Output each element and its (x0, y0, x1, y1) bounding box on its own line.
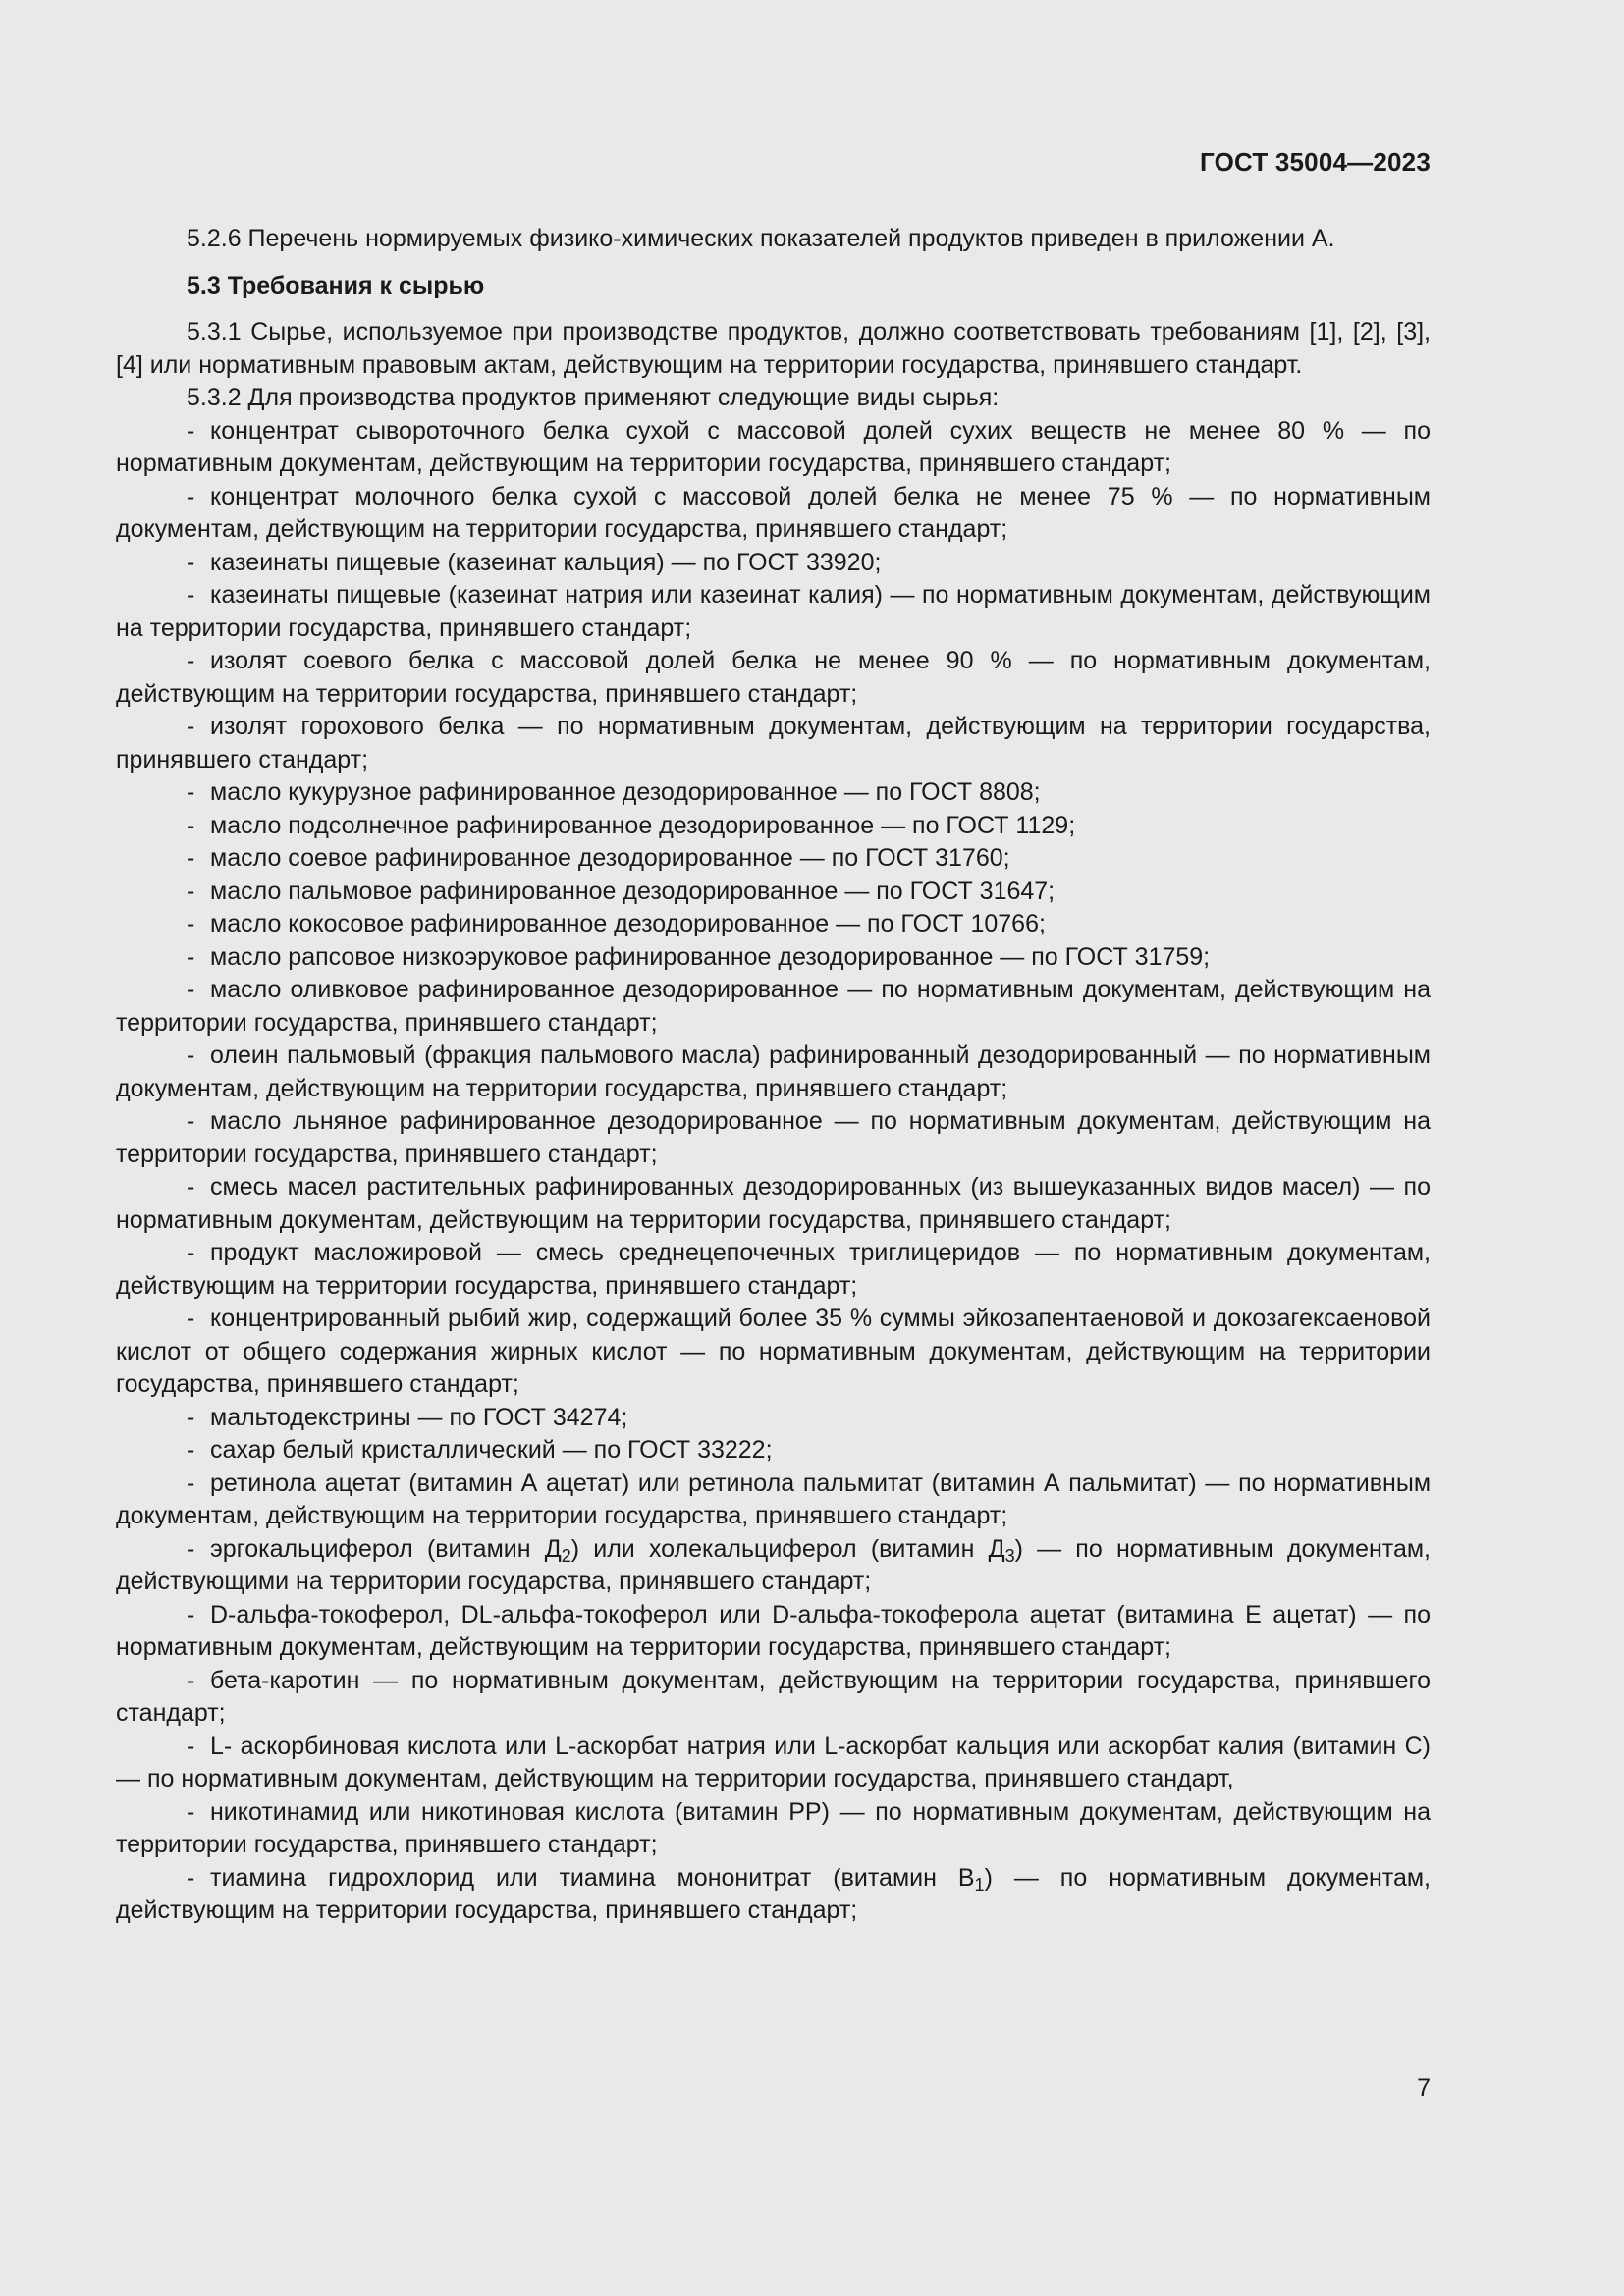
list-item-text: никотинамид или никотиновая кислота (витамин РР) — по нормативным документам, действующим на территории государства, принявшего стандарт; (116, 1797, 1431, 1858)
list-item-text: олеин пальмовый (фракция пальмового масла) рафинированный дезодорированный — по нормативным документам, действующим на территории государства, принявшего стандарт; (116, 1041, 1431, 1102)
bullet-dash: - (187, 1403, 195, 1431)
bullet-dash: - (187, 581, 195, 609)
list-item (116, 810, 1431, 843)
list-item-text: масло рапсовое низкоэруковое рафинированное дезодорированное — по ГОСТ 31759; (210, 942, 1211, 971)
list-item (116, 481, 1431, 547)
bullet-dash: - (187, 1863, 195, 1892)
list-item (116, 1796, 1431, 1862)
paragraph-5-2-6: 5.2.6 Перечень нормируемых физико-химических показателей продуктов приведен в приложении А. (187, 225, 1335, 252)
list-item-text: масло пальмовое рафинированное дезодорированное — по ГОСТ 31647; (210, 877, 1056, 905)
list-item-text: масло оливковое рафинированное дезодорированное — по нормативным документам, действующим на территории государства, принявшего стандарт; (116, 976, 1431, 1037)
list-item-text: изолят соевого белка с массовой долей белка не менее 90 % — по нормативным документам, действующим на территории государства, принявшего стандарт; (116, 647, 1431, 708)
bullet-dash: - (187, 1732, 195, 1760)
list-item-text: масло кокосовое рафинированное дезодорированное — по ГОСТ 10766; (210, 910, 1046, 937)
list-item (116, 645, 1431, 711)
list-item (116, 876, 1431, 909)
list-item (116, 1599, 1431, 1665)
list-item (116, 547, 1431, 580)
list-item (116, 579, 1431, 645)
list-item-text: масло подсолнечное рафинированное дезодорированное — по ГОСТ 1129; (210, 811, 1076, 839)
list-item (116, 1171, 1431, 1237)
list-item-vitamin-d (116, 1533, 1431, 1599)
list-item (116, 941, 1431, 975)
list-item-text: концентрат сывороточного белка сухой с массовой долей сухих веществ не менее 80 % — по нормативным документам, действующим на территории государства, принявшего стандарт; (116, 416, 1431, 477)
list-item-text: продукт масложировой — смесь среднецепочечных триглицеридов — по нормативным документам, действующим на территории государства, принявшего стандарт; (116, 1239, 1431, 1300)
list-item-text: масло льняное рафинированное дезодорированное — по нормативным документам, действующим на территории государства, принявшего стандарт; (116, 1107, 1431, 1168)
list-item (116, 842, 1431, 876)
list-item (116, 1434, 1431, 1468)
list-item-text-part: эргокальциферол (витамин Д (210, 1534, 562, 1563)
bullet-dash: - (187, 647, 195, 674)
list-item-text: казеинаты пищевые (казеинат натрия или казеинат калия) — по нормативным документам, действующим на территории государства, принявшего стандарт; (116, 581, 1431, 642)
list-item (116, 415, 1431, 481)
list-item (116, 776, 1431, 810)
page-number: 7 (1417, 2074, 1431, 2102)
list-item-text: D-альфа-токоферол, DL-альфа-токоферол или D-альфа-токоферола ацетат (витамина Е ацетат) — по нормативным документам, действующим на территории государства, принявшего стандарт; (116, 1600, 1431, 1661)
list-item (116, 1237, 1431, 1303)
bullet-dash: - (187, 877, 195, 905)
bullet-dash: - (187, 910, 195, 937)
list-item (116, 1040, 1431, 1105)
list-item-text-part: ) — по нормативным документам, действующими на территории государства, принявшего стандарт; (116, 1534, 1431, 1595)
list-item-text: масло кукурузное рафинированное дезодорированное — по ГОСТ 8808; (210, 778, 1041, 806)
list-item-text: сахар белый кристаллический — по ГОСТ 33222; (210, 1436, 773, 1464)
bullet-dash: - (187, 1468, 195, 1497)
bullet-dash: - (187, 548, 195, 576)
subscript: 2 (561, 1545, 571, 1566)
bullet-dash: - (187, 1041, 195, 1069)
bullet-dash: - (187, 778, 195, 806)
list-item-text: смесь масел растительных рафинированных дезодорированных (из вышеуказанных видов масел) — по нормативным документам, действующим на территории государства, принявшего стандарт; (116, 1173, 1431, 1234)
bullet-dash: - (187, 1239, 195, 1266)
list-item (116, 1105, 1431, 1171)
list-item-text: бета-каротин — по нормативным документам, действующим на территории государства, принявшего стандарт; (116, 1666, 1431, 1727)
bullet-dash: - (187, 976, 195, 1003)
list-item-text-part: ) — по нормативным документам, действующим на территории государства, принявшего стандарт; (116, 1863, 1431, 1924)
list-item (116, 1731, 1431, 1796)
document-body (116, 223, 1431, 1928)
paragraph-5-3-1: 5.3.1 Сырье, используемое при производстве продуктов, должно соответствовать требованиям [1], [2], [3], [4] или нормативным правовым актам, действующим на территории государства, принявшего стандарт. (116, 318, 1431, 379)
bullet-dash: - (187, 811, 195, 839)
bullet-dash: - (187, 1600, 195, 1629)
bullet-dash: - (187, 1107, 195, 1135)
raw-materials-list (116, 415, 1431, 1928)
bullet-dash: - (187, 844, 195, 872)
list-item-text: мальтодекстрины — по ГОСТ 34274; (210, 1403, 628, 1431)
list-item (116, 1402, 1431, 1435)
bullet-dash: - (187, 416, 195, 445)
list-item-text: изолят горохового белка — по нормативным документам, действующим на территории государства, принявшего стандарт; (116, 713, 1431, 774)
list-item (116, 974, 1431, 1040)
list-item (116, 908, 1431, 941)
document-code-header: ГОСТ 35004—2023 (1200, 147, 1431, 177)
list-item-text-part: ) или холекальциферол (витамин Д (570, 1534, 1005, 1563)
bullet-dash: - (187, 1436, 195, 1464)
bullet-dash: - (187, 1534, 195, 1563)
list-item-text: L- аскорбиновая кислота или L-аскорбат натрия или L-аскорбат кальция или аскорбат калия (витамин С) — по нормативным документам, действующим на территории государства, принявшего стандарт, (116, 1732, 1431, 1792)
list-item (116, 1468, 1431, 1533)
list-item-vitamin-b1 (116, 1862, 1431, 1928)
bullet-dash: - (187, 482, 195, 510)
list-item-text: масло соевое рафинированное дезодорированное — по ГОСТ 31760; (210, 844, 1010, 872)
bullet-dash: - (187, 1173, 195, 1201)
bullet-dash: - (187, 1797, 195, 1826)
subscript: 1 (974, 1874, 985, 1895)
list-item-text: казеинаты пищевые (казеинат кальция) — по ГОСТ 33920; (210, 548, 882, 576)
bullet-dash: - (187, 942, 195, 971)
list-item-text: ретинола ацетат (витамин А ацетат) или ретинола пальмитат (витамин А пальмитат) — по нормативным документам, действующим на территории государства, принявшего стандарт; (116, 1468, 1431, 1529)
list-item (116, 1665, 1431, 1731)
list-item-text: концентрированный рыбий жир, содержащий более 35 % суммы эйкозапентаеновой и докозагексаеновой кислот от общего содержания жирных кислот — по нормативным документам, действующим на территории государства, принявшего стандарт; (116, 1305, 1431, 1398)
bullet-dash: - (187, 1305, 195, 1332)
bullet-dash: - (187, 713, 195, 740)
list-item (116, 711, 1431, 776)
list-item (116, 1303, 1431, 1402)
subscript: 3 (1004, 1545, 1015, 1566)
section-heading-5-3: 5.3 Требования к сырью (187, 271, 485, 299)
bullet-dash: - (187, 1666, 195, 1694)
list-item-text-part: тиамина гидрохлорид или тиамина мононитрат (витамин В (210, 1863, 975, 1892)
list-item-text: концентрат молочного белка сухой с массовой долей белка не менее 75 % — по нормативным документам, действующим на территории государства, принявшего стандарт; (116, 482, 1431, 543)
paragraph-5-3-2: 5.3.2 Для производства продуктов применяют следующие виды сырья: (187, 384, 1000, 411)
